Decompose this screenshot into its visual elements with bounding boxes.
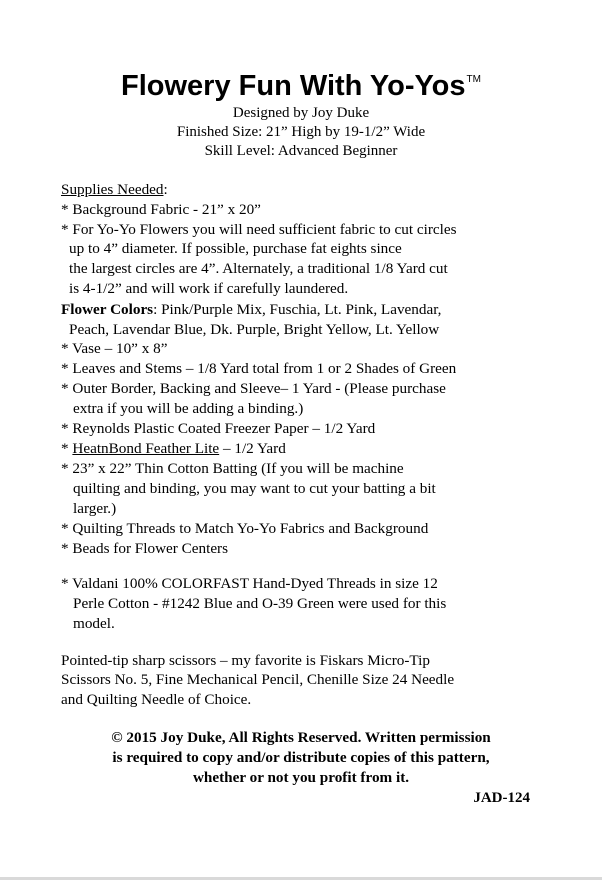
supply-yoyo-line-4: is 4-1/2” and will work if carefully laundered. [69,280,349,297]
copyright-line-1: © 2015 Joy Duke, All Rights Reserved. Written permission [111,729,491,746]
supply-heatnbond [61,439,286,459]
flower-colors-label: Flower Colors [61,301,154,318]
supplies-heading [61,180,168,200]
supply-valdani-line-3: model. [73,615,115,632]
supply-batting-line-2: quilting and binding, you may want to cut your batting a bit [73,480,436,497]
supply-vase: * Vase – 10” x 8” [61,340,168,357]
supply-batting-line-1: * 23” x 22” Thin Cotton Batting (If you will be machine [61,460,404,477]
designer-credit: Designed by Joy Duke [232,105,370,121]
heatnbond-bullet: * [61,440,73,457]
title-text: Flowery Fun With Yo-Yos [121,70,466,102]
finished-size: Finished Size: 21” High by 19-1/2” Wide [176,124,426,140]
supply-background-fabric: * Background Fabric - 21” x 20” [61,201,261,218]
supply-valdani-line-2: Perle Cotton - #1242 Blue and O-39 Green were used for this [73,595,447,612]
pattern-code: JAD-124 [473,790,530,806]
tools-line-2: Scissors No. 5, Fine Mechanical Pencil, Chenille Size 24 Needle [61,671,455,688]
trademark-mark: TM [466,74,481,85]
skill-level: Skill Level: Advanced Beginner [204,143,398,159]
supply-batting-line-3: larger.) [73,500,117,517]
tools-line-1: Pointed-tip sharp scissors – my favorite is Fiskars Micro-Tip [61,652,430,669]
supply-border-line-2: extra if you will be adding a binding.) [73,400,304,417]
supplies-heading-text: Supplies Needed [61,181,164,198]
supply-quilting-threads: * Quilting Threads to Match Yo-Yo Fabrics and Background [61,520,429,537]
flower-colors-line-1 [61,300,441,320]
flower-colors-line-2: Peach, Lavendar Blue, Dk. Purple, Bright Yellow, Lt. Yellow [69,321,440,338]
supply-leaves-stems: * Leaves and Stems – 1/8 Yard total from 1 or 2 Shades of Green [61,360,457,377]
supplies-heading-colon: : [163,181,168,198]
supply-border-line-1: * Outer Border, Backing and Sleeve– 1 Yard - (Please purchase [61,380,446,397]
tools-line-3: and Quilting Needle of Choice. [61,691,252,708]
supply-beads: * Beads for Flower Centers [61,540,229,557]
heatnbond-link[interactable]: HeatnBond Feather Lite [72,440,220,457]
supply-yoyo-line-1: * For Yo-Yo Flowers you will need sufficient fabric to cut circles [61,221,457,238]
copyright-line-2: is required to copy and/or distribute copies of this pattern, [112,749,490,766]
page-title [0,60,602,106]
heatnbond-amount: – 1/2 Yard [219,440,286,457]
supply-yoyo-line-2: up to 4” diameter. If possible, purchase fat eights since [69,240,402,257]
supply-yoyo-line-3: the largest circles are 4”. Alternately, a traditional 1/8 Yard cut [69,260,448,277]
supply-valdani-line-1: * Valdani 100% COLORFAST Hand-Dyed Threads in size 12 [61,575,438,592]
flower-colors-list: : Pink/Purple Mix, Fuschia, Lt. Pink, Lavendar, [153,301,442,318]
supply-freezer-paper: * Reynolds Plastic Coated Freezer Paper – 1/2 Yard [61,420,376,437]
copyright-line-3: whether or not you profit from it. [192,769,410,786]
